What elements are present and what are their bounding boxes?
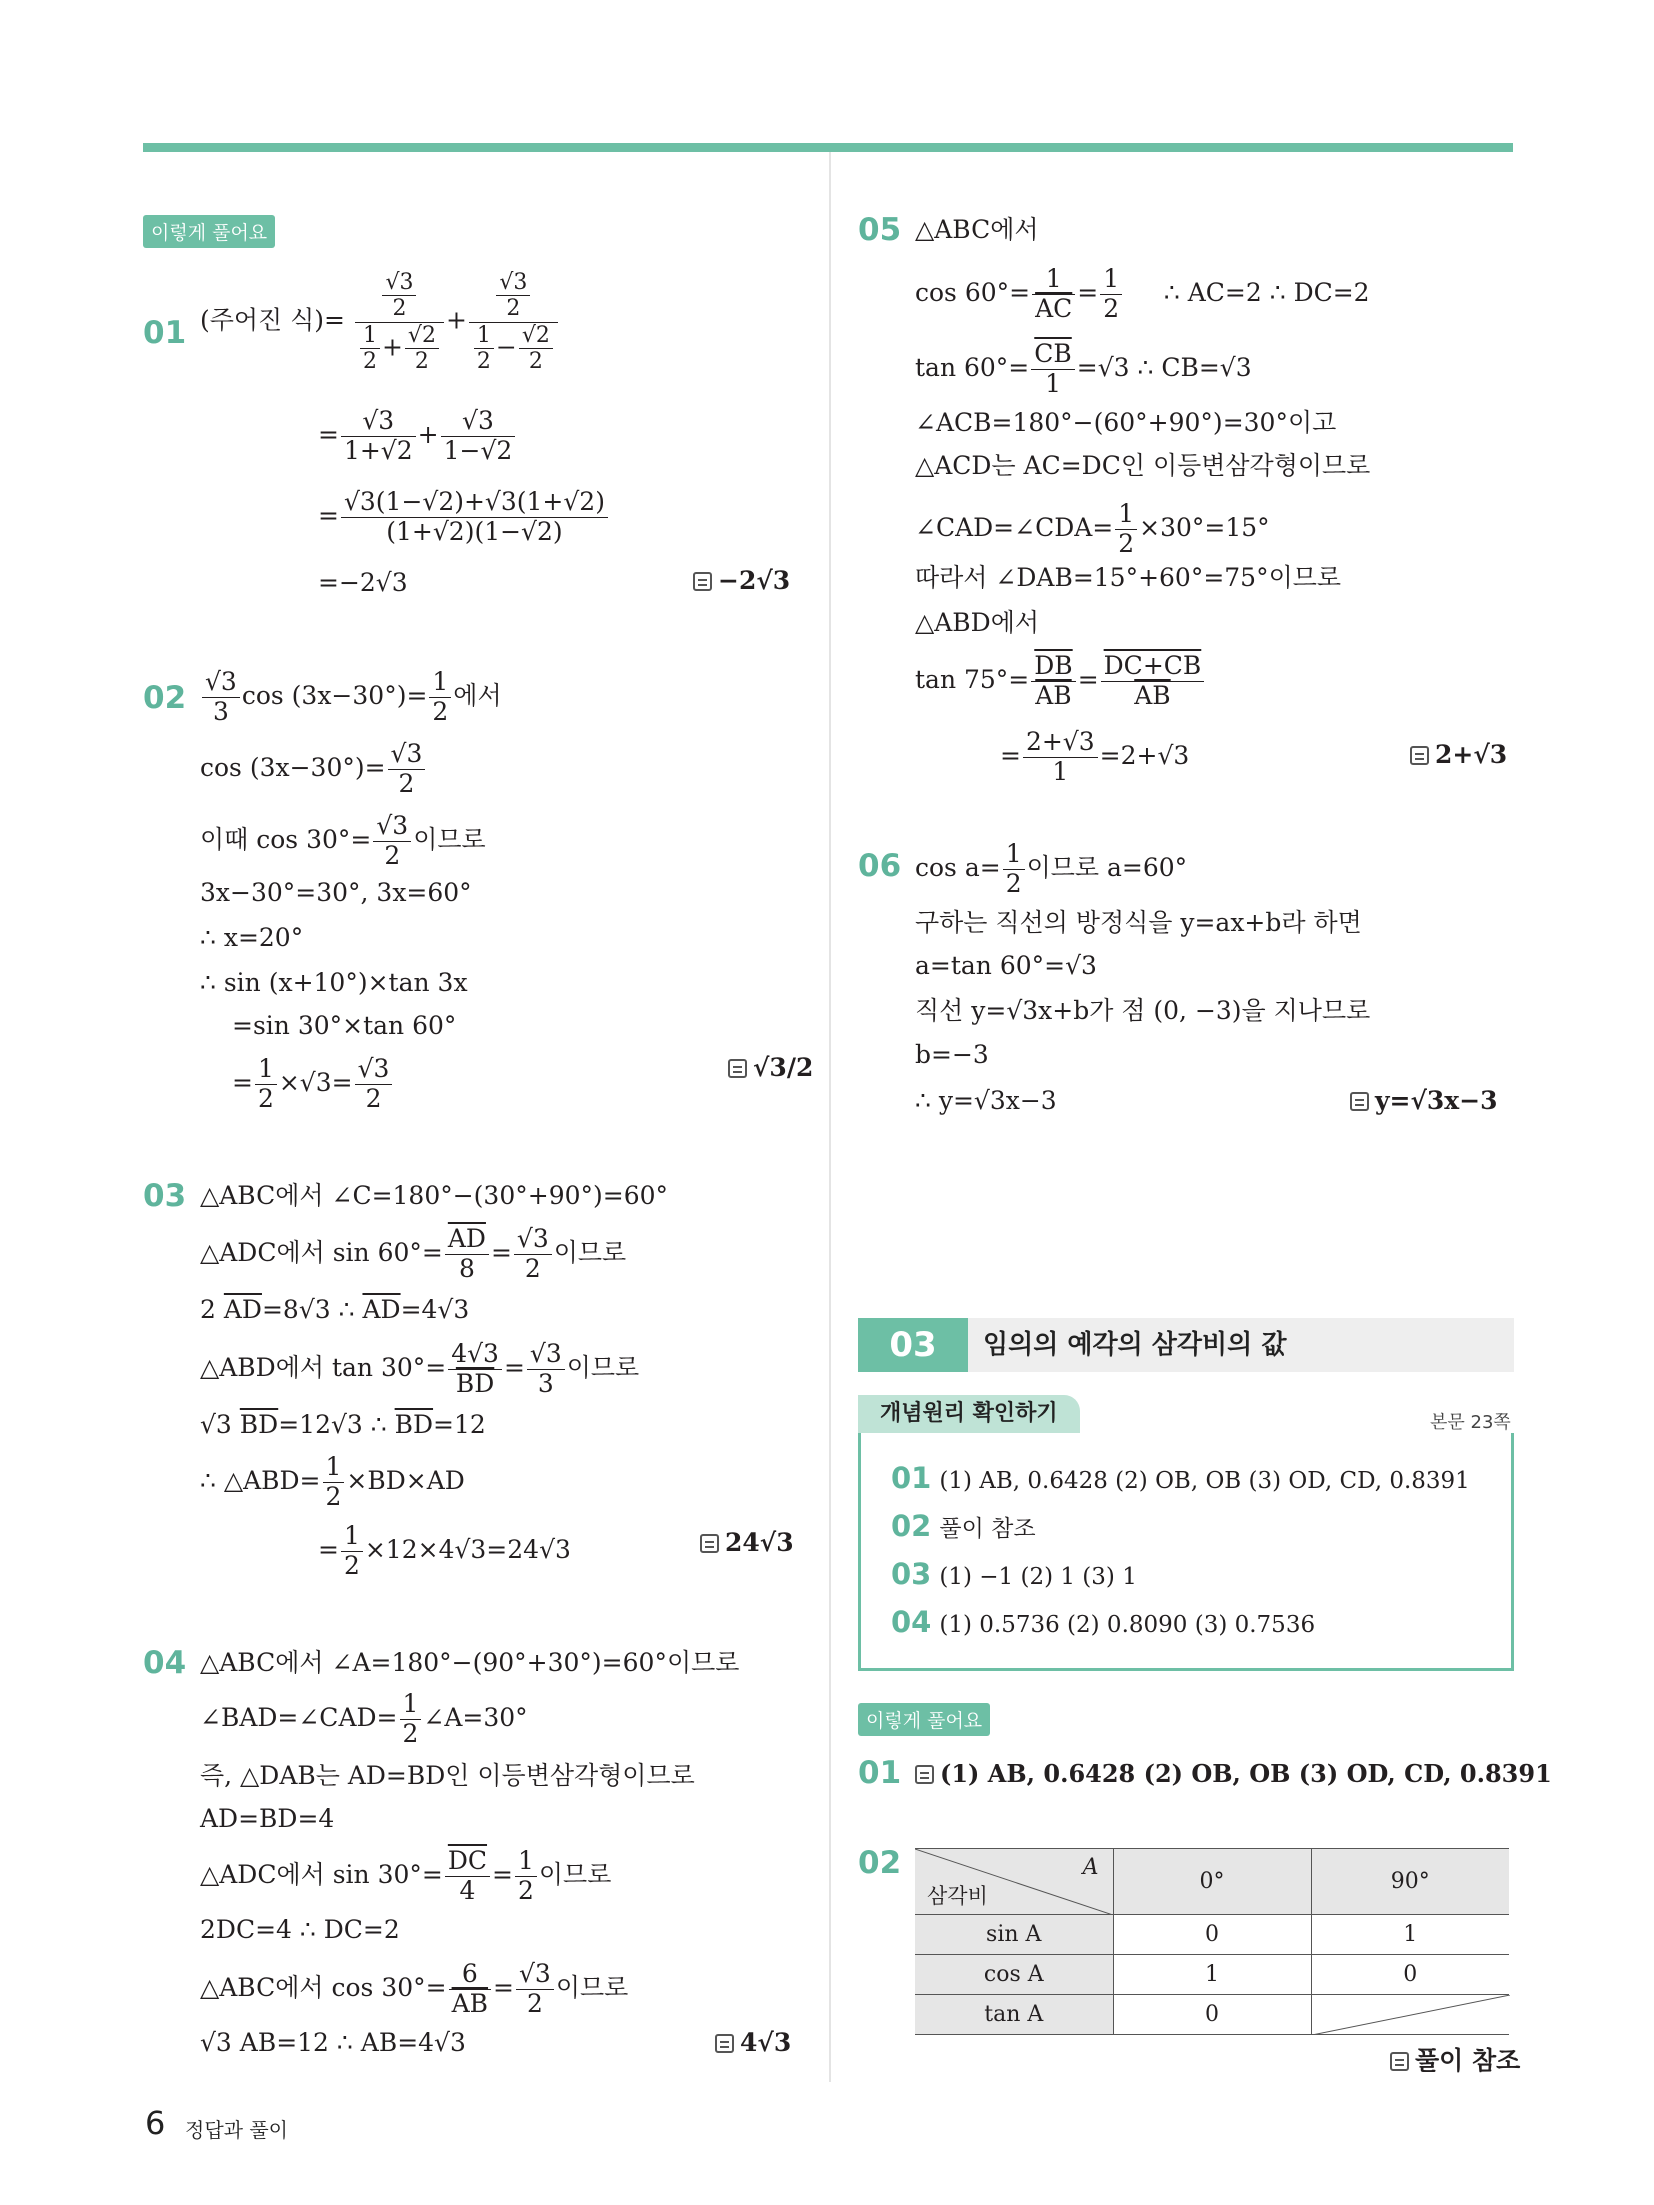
p05-line1: △ABC에서	[915, 215, 1039, 244]
p06-line1: cos a= $\frac{1}{2}$ 이므로 a=60°	[915, 839, 1188, 898]
table-row: tan A 0	[915, 1995, 1509, 2035]
p05-line6: ∠CAD=∠CDA= $\frac{1}{2}$ ×30°=15°	[915, 499, 1270, 558]
p05-line4: ∠ACB=180°−(60°+90°)=30°이고	[915, 408, 1337, 437]
concept-item: 03 (1) −1 (2) 1 (3) 1	[891, 1557, 1137, 1591]
answer-icon	[715, 2034, 734, 2053]
answer-icon	[915, 1765, 934, 1784]
answer-icon	[1350, 1092, 1369, 1111]
section-title: 임의의 예각의 삼각비의 값	[983, 1330, 1287, 1360]
p04-line8: √3 AB=12 ∴ AB=4√3	[200, 2028, 466, 2057]
problem-number: 04	[143, 1645, 187, 1681]
p03-line6: ∴ △ABD= $\frac{1}{2}$ ×BD×AD	[200, 1452, 465, 1511]
p02-line2: cos (3x−30°)= $\frac{√3}{2}$	[200, 740, 427, 799]
concept-item: 01 (1) AB, 0.6428 (2) OB, OB (3) OD, CD, 0.8391	[891, 1461, 1470, 1495]
section-header	[858, 1318, 1514, 1372]
table-header: 90°	[1311, 1849, 1509, 1915]
p06-line6: ∴ y=√3x−3	[915, 1086, 1057, 1115]
p04-line6: 2DC=4 ∴ DC=2	[200, 1915, 400, 1944]
p03-line3: 2 $\overline{AD}=8√3$ ∴ $\overline{AD}=4√3$	[200, 1295, 470, 1324]
p03-line7: = $\frac{1}{2}$ ×12×4√3=24√3	[318, 1521, 571, 1580]
p02-line6: ∴ sin (x+10°)×tan 3x	[200, 968, 468, 997]
answer-icon	[1390, 2052, 1409, 2071]
solution-tag: 이렇게 풀어요	[858, 1703, 990, 1736]
sol01-answer: (1) AB, 0.6428 (2) OB, OB (3) OD, CD, 0.8391	[915, 1762, 1552, 1786]
p01-line1: (주어진 식)= $\frac{√3}{2}$ $\frac{1}{2}$ + $\frac{√2}{2}$ + $\frac{√3}{2}$ $\frac{1}{2}$ − $\frac{√2}{2}$	[200, 270, 560, 374]
concept-tab: 개념원리 확인하기	[858, 1395, 1080, 1433]
p06-answer: y=√3x−3	[1350, 1088, 1498, 1113]
concept-item: 02 풀이 참조	[891, 1509, 1036, 1543]
p04-line3: 즉, △DAB는 AD=BD인 이등변삼각형이므로	[200, 1761, 695, 1790]
p05-line5: △ACD는 AC=DC인 이등변삼각형이므로	[915, 451, 1371, 480]
problem-number: 05	[858, 212, 902, 248]
table-header: 0°	[1113, 1849, 1311, 1915]
concept-box	[858, 1433, 1514, 1671]
answer-icon	[693, 572, 712, 591]
p03-line1: △ABC에서 ∠C=180°−(30°+90°)=60°	[200, 1181, 669, 1210]
p03-answer: 24√3	[700, 1530, 794, 1555]
p02-line3: 이때 cos 30°= $\frac{√3}{2}$ 이므로	[200, 811, 486, 870]
trig-table	[915, 1848, 1509, 2035]
problem-number: 03	[143, 1178, 187, 1214]
p05-line7: 따라서 ∠DAB=15°+60°=75°이므로	[915, 563, 1342, 592]
p04-line7: △ABC에서 cos 30°= $\frac{6}{AB}$ = $\frac{√3}{2}$ 이므로	[200, 1959, 629, 2018]
p02-line7: =sin 30°×tan 60°	[232, 1011, 457, 1040]
p06-line2: 구하는 직선의 방정식을 y=ax+b라 하면	[915, 908, 1362, 937]
p01-line4: =−2√3	[318, 568, 408, 597]
concept-item: 04 (1) 0.5736 (2) 0.8090 (3) 0.7536	[891, 1605, 1316, 1639]
p06-line3: a=tan 60°=√3	[915, 951, 1097, 980]
p01-answer: −2√3	[693, 568, 790, 593]
table-row: sin A 0 1	[915, 1915, 1509, 1955]
p02-line1: $\frac{√3}{3}$ cos (3x−30°)= $\frac{1}{2}$ 에서	[200, 668, 502, 727]
problem-number: 01	[858, 1755, 902, 1791]
problem-number: 06	[858, 848, 902, 884]
p03-line5: √3 $\overline{BD}=12√3$ ∴ $\overline{BD}=12$	[200, 1410, 486, 1439]
p01-line3: = $\frac{√3(1-√2)+√3(1+√2)}{(1+√2)(1-√2)}$	[318, 488, 610, 547]
page-reference: 본문 23쪽	[1430, 1412, 1511, 1433]
undefined-slash	[1312, 1995, 1510, 2035]
p02-answer: √3/2	[728, 1055, 813, 1080]
p05-line10: = $\frac{2+√3}{1}$ =2+√3	[1000, 727, 1190, 786]
p02-line8: = $\frac{1}{2}$ ×√3= $\frac{√3}{2}$	[232, 1055, 394, 1114]
p06-line5: b=−3	[915, 1040, 989, 1069]
p03-line2: △ADC에서 sin 60°= $\frac{\overline{AD}}{8}$ = $\frac{√3}{2}$ 이므로	[200, 1224, 627, 1283]
problem-number: 02	[858, 1845, 902, 1881]
p03-line4: △ABD에서 tan 30°= $\frac{4√3}{BD}$ = $\frac{√3}{3}$ 이므로	[200, 1339, 640, 1398]
p04-line1: △ABC에서 ∠A=180°−(90°+30°)=60°이므로	[200, 1648, 740, 1677]
p01-line2: = $\frac{√3}{1+√2}$ + $\frac{√3}{1-√2}$	[318, 407, 517, 466]
column-divider	[829, 152, 831, 2082]
p05-answer: 2+√3	[1410, 742, 1507, 767]
page-number: 6	[145, 2104, 166, 2142]
p05-line2: cos 60°= $\frac{1}{AC}$ = $\frac{1}{2}$ ∴ AC=2 ∴ DC=2	[915, 264, 1370, 323]
problem-number: 02	[143, 680, 187, 716]
answer-icon	[728, 1059, 747, 1078]
answer-icon	[700, 1534, 719, 1553]
p02-line4: 3x−30°=30°, 3x=60°	[200, 878, 472, 907]
sol02-answer: 풀이 참조	[1390, 2048, 1520, 2073]
p04-line2: ∠BAD=∠CAD= $\frac{1}{2}$ ∠A=30°	[200, 1689, 528, 1748]
solution-tag: 이렇게 풀어요	[143, 215, 275, 248]
p05-line8: △ABD에서	[915, 608, 1039, 637]
p04-answer: 4√3	[715, 2030, 791, 2055]
p06-line4: 직선 y=√3x+b가 점 (0, −3)을 지나므로	[915, 996, 1371, 1025]
section-number: 03	[858, 1318, 968, 1372]
top-rule	[143, 143, 1513, 152]
p02-line5: ∴ x=20°	[200, 923, 304, 952]
answer-icon	[1410, 746, 1429, 765]
problem-number: 01	[143, 315, 187, 351]
p05-line3: tan 60°= $\frac{\overline{CB}}{1}$ =√3 ∴ CB=√3	[915, 339, 1252, 398]
table-row: cos A 1 0	[915, 1955, 1509, 1995]
table-corner: A 삼각비	[915, 1849, 1113, 1915]
undefined-cell	[1311, 1995, 1509, 2035]
p05-line9: tan 75°= $\frac{\overline{DB}}{AB}$ = $\frac{DC+CB}{AB}$	[915, 652, 1206, 711]
p04-line4: AD=BD=4	[200, 1804, 335, 1833]
p04-line5: △ADC에서 sin 30°= $\frac{\overline{DC}}{4}$ = $\frac{1}{2}$ 이므로	[200, 1846, 612, 1905]
footer-label: 정답과 풀이	[185, 2118, 288, 2142]
